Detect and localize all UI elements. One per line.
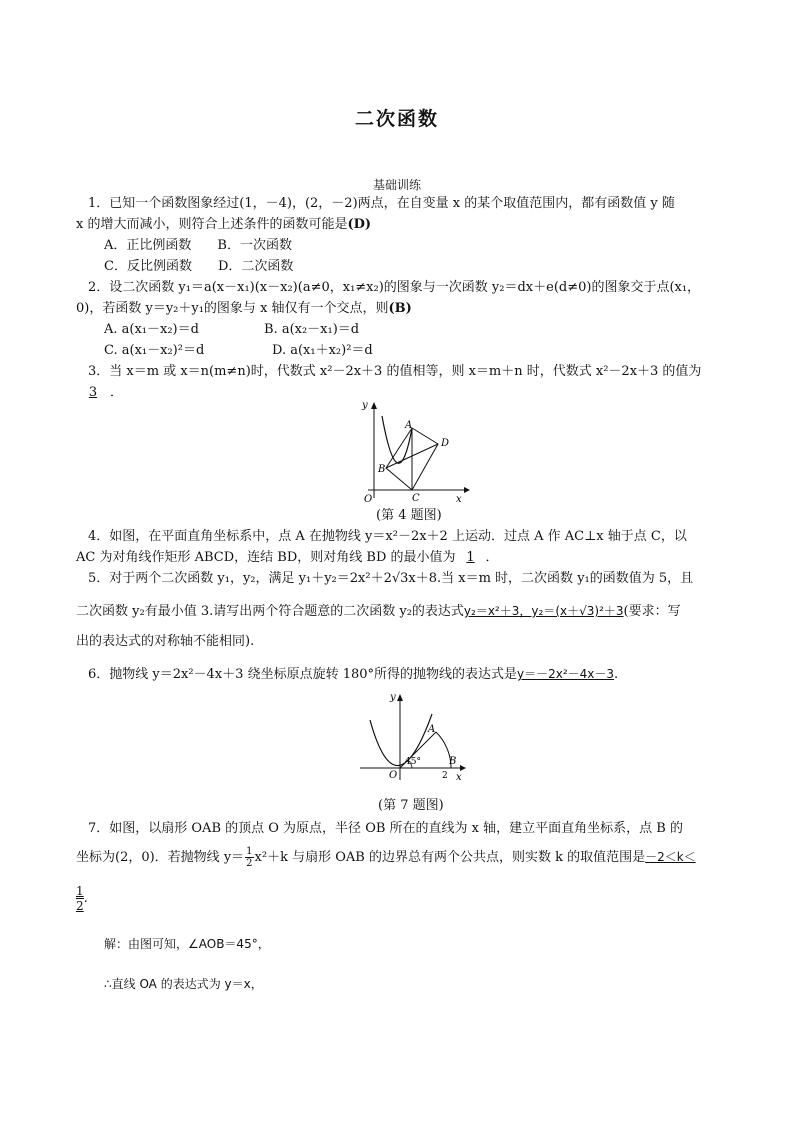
- q2-option-d: D. a(x₁＋x₂)²＝d: [272, 343, 373, 358]
- q6-end: .: [614, 667, 619, 682]
- q3-answer: 3: [88, 385, 98, 400]
- fig4-label-x: x: [456, 494, 462, 504]
- q6-answer: y＝－2x²－4x－3: [517, 667, 615, 681]
- fig7-label-o: O: [389, 770, 398, 781]
- figure-7: [356, 690, 468, 782]
- q7-line2-post: x²＋k 与扇形 OAB 的边界总有两个公共点，则实数 k 的取值范围是: [254, 850, 646, 865]
- q7-line1: 7．如图，以扇形 OAB 的顶点 O 为原点，半径 OB 所在的直线为 x 轴，建立平面直角坐标系，点 B 的: [88, 821, 683, 836]
- fig7-label-b: B: [449, 756, 457, 767]
- solution-line2: ∴直线 OA 的表达式为 y＝x，: [104, 977, 263, 991]
- q1-options-row1: A．正比例函数 B．一次函数: [104, 238, 292, 253]
- q7-fraction-denominator: 2: [246, 858, 253, 869]
- q2-line2-text: 0)，若函数 y＝y₂＋y₁的图象与 x 轴仅有一个交点，则: [76, 301, 389, 316]
- q4-line2-text: AC 为对角线作矩形 ABCD，连结 BD，则对角线 BD 的最小值为: [76, 550, 456, 565]
- q4-answer: 1: [466, 550, 475, 565]
- fig7-label-a: A: [428, 724, 436, 735]
- q7-line2: [76, 846, 696, 870]
- page-title: 二次函数: [354, 108, 439, 130]
- q5-line2: [76, 603, 681, 620]
- q3-line1: 3．当 x＝m 或 x＝n(m≠n)时，代数式 x²－2x＋3 的值相等，则 x＝m＋n 时，代数式 x²－2x＋3 的值为: [88, 364, 702, 379]
- q2-line2: [76, 301, 412, 317]
- q2-answer: (B): [388, 301, 412, 316]
- fig4-label-a: A: [405, 420, 413, 431]
- q7-fraction-numerator: 1: [246, 846, 253, 857]
- q5-answer-2: y₂＝(x＋√3)²＋3: [531, 604, 624, 618]
- fig4-label-o: O: [364, 494, 373, 504]
- fig4-y-arrow: [371, 402, 377, 409]
- q4-line2: [76, 550, 499, 566]
- q7-answer-denominator: 2: [76, 899, 84, 913]
- q5-line2-end: (要求：写: [623, 604, 681, 619]
- fig7-label-angle: 45°: [405, 757, 421, 767]
- fig7-x-arrow: [460, 765, 466, 771]
- q2-option-a: A. a(x₁－x₂)＝d: [104, 322, 199, 337]
- q5-line1: 5．对于两个二次函数 y₁，y₂，满足 y₁＋y₂＝2x²＋2√3x＋8.当 x＝m 时，二次函数 y₁的函数值为 5，且: [88, 571, 694, 586]
- q6-line1-text: 6．抛物线 y＝2x²－4x＋3 绕坐标原点旋转 180°所得的抛物线的表达式是: [88, 667, 518, 682]
- fig7-parabola: [370, 714, 432, 766]
- q3-line2: [76, 385, 123, 401]
- figure-4: [352, 400, 472, 504]
- fig4-label-b: B: [378, 464, 386, 475]
- q3-end: ．: [110, 385, 124, 400]
- fig4-x-arrow: [464, 487, 470, 493]
- q7-answer-fraction: [76, 884, 84, 913]
- q2-option-b: B. a(x₂－x₁)＝d: [264, 322, 360, 337]
- fig7-label-x: x: [456, 772, 462, 782]
- solution-line1: 解：由图可知，∠AOB＝45°，: [104, 937, 270, 951]
- q5-line3: 出的表达式的对称轴不能相同).: [76, 634, 255, 649]
- q2-line1: 2．设二次函数 y₁＝a(x－x₁)(x－x₂)(a≠0，x₁≠x₂)的图象与一次函数 y₂＝dx＋e(d≠0)的图象交于点(x₁，: [88, 280, 701, 295]
- q7-line3: [76, 884, 88, 913]
- q1-options-row2: C．反比例函数 D．二次函数: [104, 259, 294, 274]
- fig4-label-y: y: [362, 400, 368, 411]
- q5-answer-1: y₂＝x²＋3: [463, 604, 520, 618]
- q1-line1: 1．已知一个函数图象经过(1，－4)，(2，－2)两点，在自变量 x 的某个取值范围内，都有函数值 y 随: [88, 196, 675, 211]
- q5-separator: ，: [519, 604, 532, 618]
- q1-line2-text: x 的增大而减小，则符合上述条件的函数可能是: [76, 217, 348, 232]
- q2-option-c: C. a(x₁－x₂)²＝d: [104, 343, 205, 358]
- section-heading: 基础训练: [372, 178, 421, 192]
- q4-line1: 4．如图，在平面直角坐标系中，点 A 在抛物线 y＝x²－2x＋2 上运动．过点 A 作 AC⊥x 轴于点 C，以: [88, 529, 687, 544]
- q1-line2: [76, 217, 371, 233]
- fig7-y-arrow: [397, 694, 403, 701]
- q7-fraction: [245, 846, 253, 869]
- q5-line2-text: 二次函数 y₂有最小值 3.请写出两个符合题意的二次函数 y₂的表达式: [76, 604, 464, 619]
- fig4-caption: (第 4 题图): [376, 508, 442, 523]
- fig7-label-y: y: [390, 692, 396, 703]
- q7-answer-part1: －2＜k＜: [645, 850, 696, 864]
- q4-end: ．: [485, 550, 499, 565]
- fig4-label-c: C: [412, 493, 420, 504]
- q7-line2-pre: 坐标为(2，0)．若抛物线 y＝: [76, 850, 245, 865]
- fig7-label-2: 2: [442, 771, 448, 781]
- q1-answer: (D): [347, 217, 372, 232]
- fig7-caption: (第 7 题图): [378, 798, 444, 813]
- q7-answer-numerator: 1: [76, 884, 84, 898]
- q7-end: .: [83, 891, 88, 906]
- fig4-label-d: D: [441, 438, 450, 449]
- q6-line1: [88, 666, 618, 683]
